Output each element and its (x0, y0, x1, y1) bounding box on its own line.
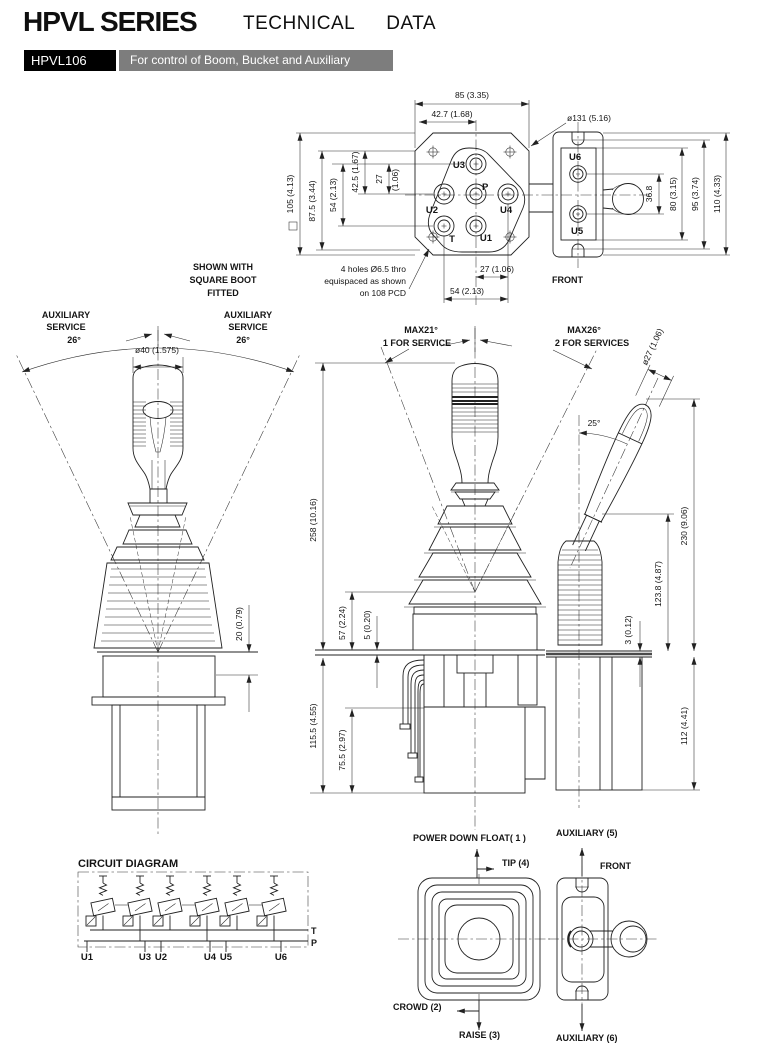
dim-27a: 27 (374, 174, 384, 184)
pattern-aux5-label: AUXILIARY (5) (556, 828, 618, 838)
dim-368: 36.8 (644, 185, 654, 203)
dim-258: 258 (10.16) (308, 498, 318, 542)
circuit-port-u2: U2 (154, 952, 168, 963)
port-label-u3: U3 (452, 160, 465, 171)
port-label-u2: U2 (425, 205, 438, 216)
aux-service-right-2: SERVICE (228, 322, 268, 332)
control-pattern-diagram (393, 828, 658, 1043)
circuit-port-u3: U3 (138, 952, 152, 963)
aux-service-left-2: SERVICE (46, 322, 86, 332)
dim-pivot-20: 20 (0.79) (234, 606, 244, 642)
max-left-label: MAX21° (404, 325, 438, 335)
max-left-sub: 1 FOR SERVICE (382, 338, 452, 348)
dim-54: 54 (2.13) (328, 177, 338, 213)
dim-knob-40: ø40 (1.575) (135, 345, 179, 355)
circuit-port-u6: U6 (274, 952, 288, 963)
aux-angle-left: 26° (67, 335, 81, 345)
dim-875: 87.5 (3.44) (307, 180, 317, 222)
dim-112: 112 (4.41) (679, 706, 689, 746)
dim-80: 80 (3.15) (668, 176, 678, 212)
model-badge: HPVL106 (24, 50, 116, 71)
circuit-t-label: T (311, 926, 317, 936)
dim-b54: 54 (2.13) (449, 286, 485, 296)
aux-angle-right: 26° (236, 335, 250, 345)
plan-view (285, 90, 650, 305)
dim-110: 110 (4.33) (712, 174, 722, 214)
port-label-u5: U5 (571, 226, 584, 237)
square-boot-view (16, 262, 300, 835)
port-label-t: T (449, 234, 455, 245)
dim-95: 95 (3.74) (690, 176, 700, 212)
aux-service-left-1: AUXILIARY (41, 310, 91, 320)
max-right-label: MAX26° (567, 325, 601, 335)
dim-3: 3 (0.12) (623, 615, 633, 645)
aux-service-right-1: AUXILIARY (223, 310, 273, 320)
boot-note-2: SQUARE BOOT (189, 275, 257, 285)
dim-handle-27: ø27 (1.06) (639, 326, 666, 367)
dim-dia-131: ø131 (5.16) (567, 113, 611, 123)
dim-123: 123.8 (4.87) (653, 561, 663, 607)
port-label-p: P (482, 182, 489, 193)
boot-note-3: FITTED (207, 288, 239, 298)
dim-230: 230 (9.06) (679, 506, 689, 546)
holes-note-3: on 108 PCD (359, 288, 406, 298)
pattern-crowd-label: CROWD (2) (393, 1002, 442, 1012)
circuit-port-u4: U4 (203, 952, 217, 963)
circuit-p-label: P (311, 938, 318, 948)
dim-width-85: 85 (3.35) (454, 90, 490, 100)
dim-width-427: 42.7 (1.68) (431, 109, 473, 119)
circuit-title: CIRCUIT DIAGRAM (78, 858, 179, 870)
boot-note-1: SHOWN WITH (193, 262, 253, 272)
page-title: HPVL SERIES (23, 6, 197, 37)
circuit-diagram (78, 858, 317, 963)
circuit-port-u1: U1 (80, 952, 94, 963)
dim-75: 75.5 (2.97) (337, 729, 347, 771)
pattern-aux6-label: AUXILIARY (6) (556, 1033, 618, 1043)
max-right-sub: 2 FOR SERVICES (554, 338, 630, 348)
dim-57: 57 (2.24) (337, 605, 347, 641)
port-label-u4: U4 (500, 205, 513, 216)
port-label-u1: U1 (479, 233, 493, 244)
angle-25: 25° (587, 418, 601, 428)
dim-115: 115.5 (4.55) (308, 703, 318, 749)
front-view (529, 132, 730, 285)
front-label: FRONT (552, 275, 583, 285)
pattern-float-label: POWER DOWN FLOAT( 1 ) (413, 833, 526, 843)
port-label-u6: U6 (569, 152, 582, 163)
dim-sq-105: 105 (4.13) (285, 174, 295, 214)
square-symbol (289, 222, 297, 230)
pattern-raise-label: RAISE (3) (459, 1030, 501, 1040)
model-description: For control of Boom, Bucket and Auxiliary (119, 50, 393, 71)
holes-note-1: 4 holes Ø6.5 thro (340, 264, 406, 274)
circuit-port-u5: U5 (219, 952, 233, 963)
pattern-front-label: FRONT (600, 861, 631, 871)
holes-note-2: equispaced as shown (324, 276, 406, 286)
side-elevation-view (546, 327, 700, 808)
doc-subtitle: TECHNICAL DATA (243, 13, 437, 34)
pattern-tip-label: TIP (4) (502, 858, 530, 868)
dim-5: 5 (0.20) (362, 610, 372, 640)
dim-27b: (1.06) (390, 168, 400, 192)
front-elevation-view (308, 325, 629, 830)
dim-425: 42.5 (1.67) (350, 151, 360, 193)
dim-b27: 27 (1.06) (479, 264, 515, 274)
